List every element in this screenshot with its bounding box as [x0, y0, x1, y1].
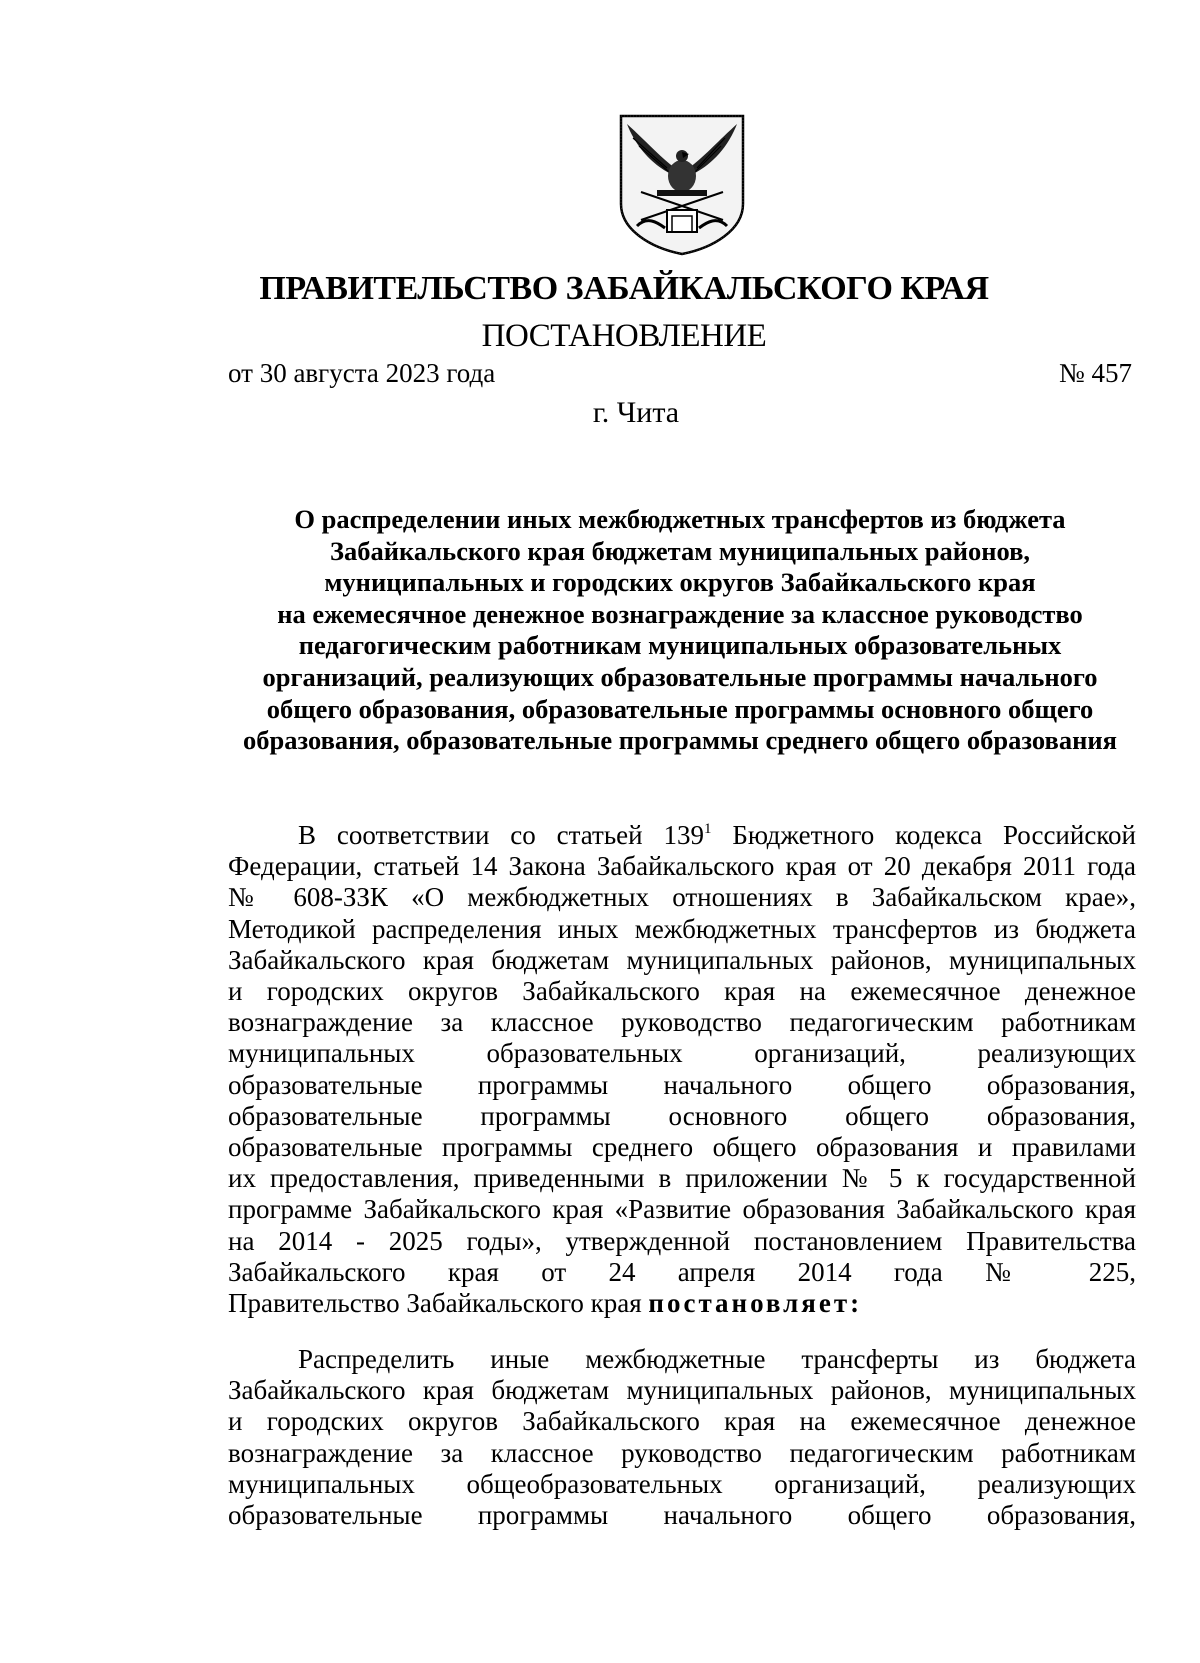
title-line: муниципальных и городских округов Забайкальского края	[324, 567, 1036, 598]
body-line: Методикой распределения иных межбюджетных трансфертов из бюджета	[228, 913, 1136, 944]
title-line: О распределении иных межбюджетных трансфертов из бюджета	[294, 504, 1066, 534]
body-line: и городских округов Забайкальского края на ежемесячное денежное	[228, 976, 1136, 1007]
body-line: образовательные программы основного общего образования,	[228, 1100, 1136, 1131]
body-line: вознаграждение за классное руководство педагогическим работникам	[228, 1007, 1136, 1038]
title-line: организаций, реализующих образовательные программы начального	[262, 661, 1098, 692]
superscript: 1	[703, 821, 712, 837]
body-line: и городских округов Забайкальского края на ежемесячное денежное	[228, 1406, 1136, 1437]
body-line: Правительство Забайкальского края постановляет:	[228, 1288, 863, 1319]
document-title	[220, 504, 1140, 757]
body-line: вознаграждение за классное руководство педагогическим работникам	[228, 1437, 1136, 1468]
body-line: программе Забайкальского края «Развитие образования Забайкальского края	[228, 1194, 1136, 1225]
paragraph-preamble	[228, 820, 1136, 1319]
body-line: Распределить иные межбюджетные трансферты из бюджета	[298, 1344, 1136, 1374]
body-line: муниципальных общеобразовательных организаций, реализующих	[228, 1468, 1136, 1499]
body-line: В соответствии со статьей $139^1$ Бюджетного кодекса Российской	[298, 820, 1137, 850]
document-date: от 30 августа 2023 года	[228, 358, 496, 388]
body-line: муниципальных образовательных организаций, реализующих	[228, 1038, 1136, 1069]
body-line: образовательные программы начального общего образования,	[228, 1500, 1136, 1531]
body-line: Забайкальского края бюджетам муниципальных районов, муниципальных	[228, 944, 1136, 975]
body-line: на 2014 - 2025 годы», утвержденной постановлением Правительства	[228, 1225, 1136, 1256]
title-line: общего образования, образовательные программы основного общего	[266, 693, 1094, 724]
coat-of-arms-emblem	[617, 112, 747, 256]
body-line: № 608-ЗЗК «О межбюджетных отношениях в Забайкальском крае»,	[228, 882, 1136, 913]
title-line: Забайкальского края бюджетам муниципальных районов,	[329, 535, 1031, 566]
title-line: на ежемесячное денежное вознаграждение за классное руководство	[277, 598, 1083, 629]
body-line: образовательные программы начального общего образования,	[228, 1069, 1136, 1100]
body-line: образовательные программы среднего общего образования и правилами	[228, 1132, 1136, 1163]
government-name: ПРАВИТЕЛЬСТВО ЗАБАЙКАЛЬСКОГО КРАЯ	[259, 270, 989, 307]
paragraph-resolution	[228, 1344, 1136, 1531]
document-type: ПОСТАНОВЛЕНИЕ	[481, 318, 767, 354]
document-city: г. Чита	[592, 396, 680, 429]
title-line: педагогическим работникам муниципальных образовательных	[298, 630, 1062, 661]
body-line: их предоставления, приведенными в приложении № 5 к государственной	[228, 1163, 1136, 1194]
body-line: Забайкальского края от 24 апреля 2014 года № 225,	[228, 1256, 1136, 1287]
title-line: образования, образовательные программы среднего общего образования	[243, 725, 1117, 756]
resolution-keyword: постановляет:	[648, 1288, 863, 1319]
body-line: Забайкальского края бюджетам муниципальных районов, муниципальных	[228, 1375, 1136, 1406]
document-number: № 457	[1058, 358, 1132, 388]
body-line: Федерации, статьей 14 Закона Забайкальского края от 20 декабря 2011 года	[228, 851, 1136, 882]
